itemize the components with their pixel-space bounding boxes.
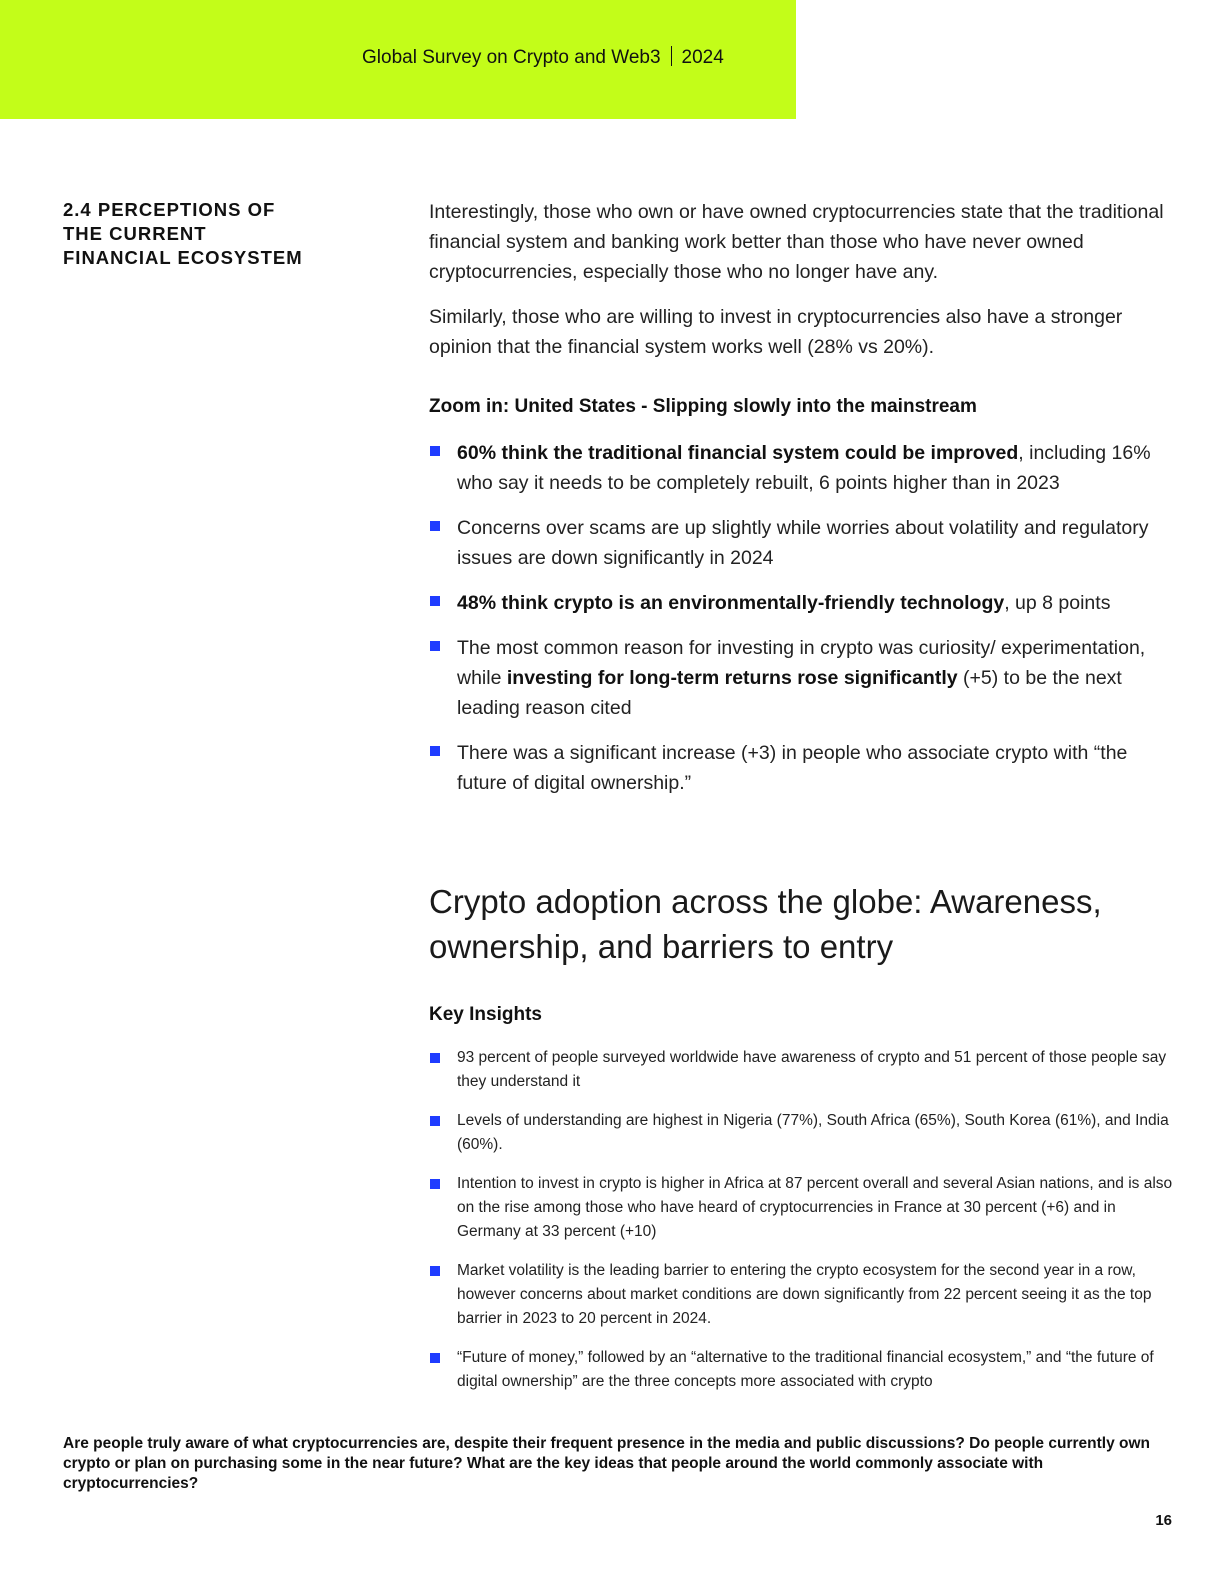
key-insights-list <box>429 1046 1174 1409</box>
report-year: 2024 <box>681 47 724 68</box>
section-label-line: 2.4 PERCEPTIONS OF <box>63 199 276 220</box>
section-label <box>63 198 343 270</box>
bullet-text: , up 8 points <box>1004 592 1111 614</box>
section-label-line: FINANCIAL ECOSYSTEM <box>63 247 303 268</box>
adoption-heading-line: ownership, and barriers to entry <box>429 928 894 965</box>
report-header <box>362 46 724 70</box>
list-item: Market volatility is the leading barrier to entering the crypto ecosystem for the second year in a row, however concerns about market conditions are down significantly from 22 percent seeing it as the top barrier in 2023 to 20 percent in 2024. <box>429 1259 1174 1331</box>
intro-paragraph: Similarly, those who are willing to invest in cryptocurrencies also have a stronger opinion that the financial system works well (28% vs 20%). <box>429 306 1123 358</box>
bullet-text: (+5) to be the next leading reason cited <box>457 667 1122 719</box>
key-insights-title: Key Insights <box>429 1004 542 1025</box>
header-band <box>0 0 796 119</box>
list-item: Intention to invest in crypto is higher in Africa at 87 percent overall and several Asian nations, and is also on the rise among those who have heard of cryptocurrencies in France at 30 percent (+6) and in Germany at 33 percent (+10) <box>429 1172 1174 1244</box>
bullet-bold: investing for long-term returns rose significantly <box>506 667 958 689</box>
list-item: “Future of money,” followed by an “alternative to the traditional financial ecosystem,” and “the future of digital ownership” are the three concepts more associated with crypto <box>429 1346 1174 1394</box>
list-item: Levels of understanding are highest in Nigeria (77%), South Africa (65%), South Korea (61%), and India (60%). <box>429 1109 1174 1157</box>
adoption-heading-line: Crypto adoption across the globe: Awareness, <box>429 883 1102 920</box>
bullet-bold: 48% think crypto is an environmentally-friendly technology <box>457 592 1005 614</box>
section-label-line: THE CURRENT <box>63 223 207 244</box>
list-item <box>429 738 1174 798</box>
zoom-title: Zoom in: United States - Slipping slowly into the mainstream <box>429 396 977 417</box>
bullet-text: Concerns over scams are up slightly while worries about volatility and regulatory issues are down significantly in 2024 <box>457 517 1149 569</box>
page-number: 16 <box>1155 1512 1172 1529</box>
bullet-text: The most common reason for investing in crypto was curiosity/ experimentation, while <box>457 637 1146 689</box>
list-item <box>429 588 1174 618</box>
bullet-text: There was a significant increase (+3) in people who associate crypto with “the future of digital ownership.” <box>457 742 1128 794</box>
list-item <box>429 438 1174 498</box>
bullet-bold: 60% think the traditional financial system could be improved <box>457 442 1019 464</box>
us-bullet-list <box>429 438 1174 813</box>
adoption-heading <box>429 879 1174 969</box>
report-title: Global Survey on Crypto and Web3 <box>362 47 661 68</box>
header-divider <box>671 46 672 66</box>
list-item <box>429 633 1174 723</box>
bullet-text: , including 16% who say it needs to be completely rebuilt, 6 points higher than in 2023 <box>457 442 1151 494</box>
intro-paragraph: Interestingly, those who own or have owned cryptocurrencies state that the traditional financial system and banking work better than those who have never owned cryptocurrencies, especially those who no longer have any. <box>429 201 1164 283</box>
footer-question: Are people truly aware of what cryptocurrencies are, despite their frequent presence in the media and public discussions? Do people currently own crypto or plan on purchasing some in the near future? What are the key ideas that people around the world commonly associate with cryptocurrencies? <box>63 1435 1150 1492</box>
list-item: 93 percent of people surveyed worldwide have awareness of crypto and 51 percent of those people say they understand it <box>429 1046 1174 1094</box>
intro-text <box>429 197 1174 362</box>
list-item <box>429 513 1174 573</box>
